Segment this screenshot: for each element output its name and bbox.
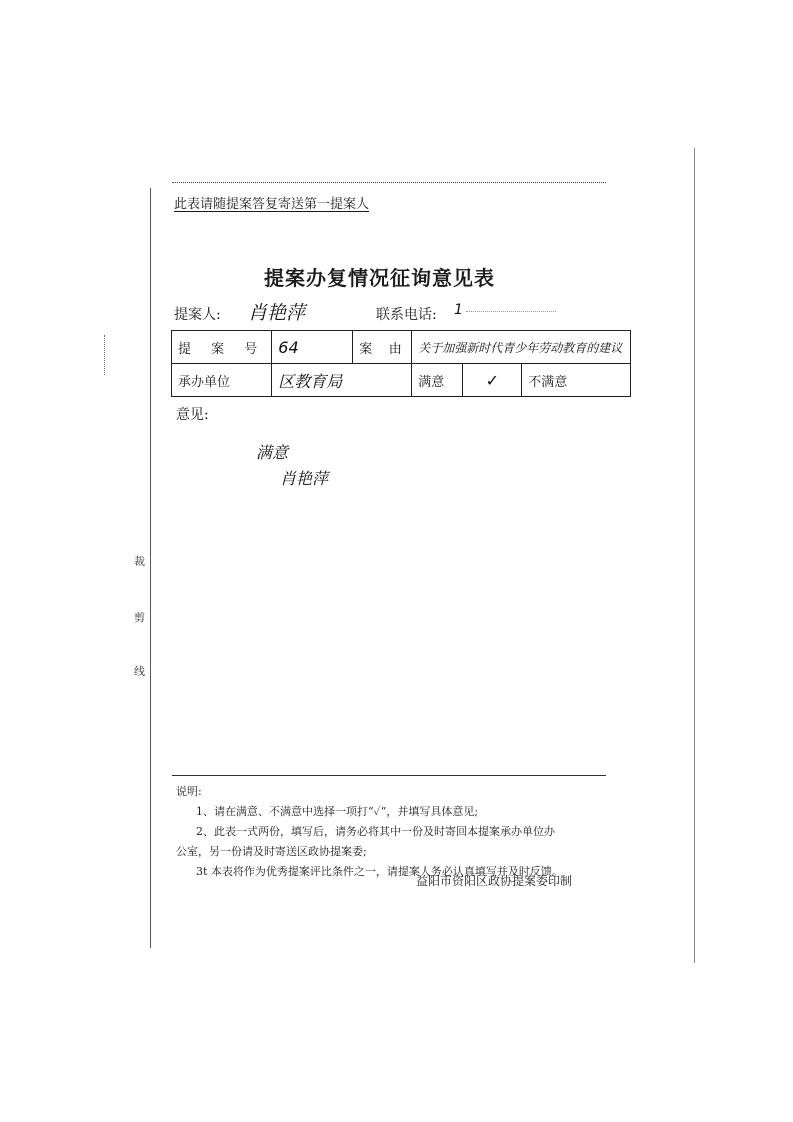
satisfied-checkbox [463,364,522,397]
phone-value-redacted: 1 [454,302,463,318]
proposer-label: 提案人: [174,307,221,323]
opinion-handwritten: 满意 [256,443,289,462]
unsatisfied-label-cell [522,364,631,397]
table-row [172,364,631,397]
unit-value-cell [272,364,412,397]
table-row [172,331,631,364]
notes-item-2: 2、此表一式两份，填写后，请务必将其中一份及时寄回本提案承办单位办 [196,825,555,838]
header-note: 此表请随提案答复寄送第一提案人 [174,197,370,212]
check-mark-icon: ✓ [485,370,499,390]
proposer-handwritten: 肖艳萍 [248,302,306,324]
top-dotted-line [172,182,606,183]
cut-line-char-2: 剪 [134,611,145,624]
page-title: 提案办复情况征询意见表 [264,266,495,290]
number-value-cell [272,331,353,364]
notes-divider [172,775,606,776]
phone-redaction-mark [466,311,556,313]
unit-label: 承办单位 [172,364,272,397]
unsatisfied-label: 不满意 [528,374,568,390]
left-tick-marks [104,335,109,375]
notes-heading: 说明: [176,785,202,798]
left-border-line [150,188,151,948]
issuer-signature: 益阳市资阳区政协提案委印制 [416,874,573,888]
cut-line-char-1: 裁 [134,555,145,568]
number-label: 提 案 号 [172,331,272,364]
notes-section [176,782,616,882]
cut-line-char-3: 线 [134,665,145,678]
opinion-signature: 肖艳萍 [280,469,329,488]
number-value: 64 [278,337,299,357]
unit-value: 区教育局 [278,371,343,391]
phone-label: 联系电话: [376,307,437,323]
opinion-label: 意见: [176,407,209,423]
case-value-cell [412,331,631,364]
info-table [171,330,631,397]
notes-item-1: 1、请在满意、不满意中选择一项打“✓”，并填写具体意见; [196,805,479,818]
right-border-line [694,148,695,963]
case-value: 关于加强新时代青少年劳动教育的建议 [418,340,623,355]
notes-item-3: 3t 本表将作为优秀提案评比条件之一，请提案人务必认真填写并及时反馈。 [196,865,563,878]
notes-item-2-cont: 公室，另一份请及时寄送区政协提案委; [176,845,367,858]
satisfied-label: 满意 [412,364,463,397]
case-label: 案 由 [353,331,412,364]
